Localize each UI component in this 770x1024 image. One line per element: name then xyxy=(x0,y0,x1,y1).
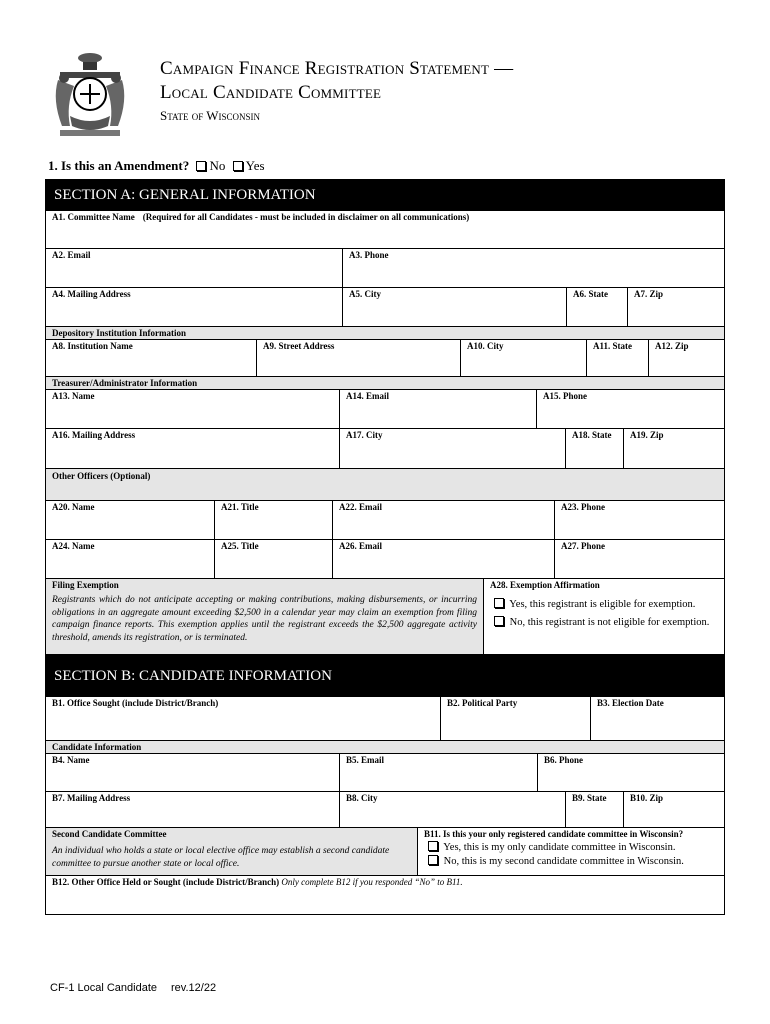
form-id: CF-1 Local Candidate xyxy=(50,982,158,994)
treasurer-email-field[interactable] xyxy=(340,390,537,428)
committee-email-field[interactable] xyxy=(46,249,343,287)
treasurer-city-field[interactable] xyxy=(340,429,566,468)
section-b-heading: SECTION B: CANDIDATE INFORMATION xyxy=(46,655,724,697)
a25-label: A25. Title xyxy=(221,541,259,551)
a24-label: A24. Name xyxy=(52,541,95,551)
b7-label: B7. Mailing Address xyxy=(52,793,131,803)
second-committee-box xyxy=(46,828,418,875)
b1-label: B1. Office Sought (include District/Branch) xyxy=(52,698,219,708)
institution-name-field[interactable] xyxy=(46,340,257,376)
a7-label: A7. Zip xyxy=(634,289,664,299)
committee-zip-field[interactable] xyxy=(628,288,724,326)
a9-label: A9. Street Address xyxy=(263,341,335,351)
candidate-name-field[interactable] xyxy=(46,754,340,791)
officer-1-phone-field[interactable] xyxy=(555,501,724,539)
a26-label: A26. Email xyxy=(339,541,383,551)
a20-label: A20. Name xyxy=(52,502,95,512)
wisconsin-state-seal xyxy=(50,50,130,140)
a22-label: A22. Email xyxy=(339,502,383,512)
b2-label: B2. Political Party xyxy=(447,698,518,708)
section-a-heading: SECTION A: GENERAL INFORMATION xyxy=(46,179,724,211)
a13-label: A13. Name xyxy=(52,391,95,401)
form-title-line-2: Local Candidate Committee xyxy=(160,82,382,103)
treasurer-state-field[interactable] xyxy=(566,429,624,468)
officer-1-email-field[interactable] xyxy=(333,501,555,539)
filing-exemption-box xyxy=(46,579,484,654)
a4-label: A4. Mailing Address xyxy=(52,289,131,299)
treasurer-group-label: Treasurer/Administrator Information xyxy=(46,377,724,390)
a28-no-label: No, this registrant is not eligible for exemption. xyxy=(509,617,710,628)
a8-label: A8. Institution Name xyxy=(52,341,133,351)
b11-yes-checkbox[interactable] xyxy=(428,841,438,851)
officer-2-title-field[interactable] xyxy=(215,540,333,578)
b8-label: B8. City xyxy=(346,793,378,803)
office-sought-field[interactable] xyxy=(46,697,441,740)
candidate-zip-field[interactable] xyxy=(624,792,724,827)
officers-group-label: Other Officers (Optional) xyxy=(46,469,724,501)
treasurer-mailing-address-field[interactable] xyxy=(46,429,340,468)
candidate-city-field[interactable] xyxy=(340,792,566,827)
form-subtitle: State of Wisconsin xyxy=(160,108,261,123)
exemption-affirmation-box xyxy=(484,579,724,654)
treasurer-zip-field[interactable] xyxy=(624,429,724,468)
a15-label: A15. Phone xyxy=(543,391,588,401)
candidate-group-label: Candidate Information xyxy=(46,741,724,754)
candidate-email-field[interactable] xyxy=(340,754,538,791)
a6-label: A6. State xyxy=(573,289,608,299)
form-title-line-1: Campaign Finance Registration Statement — xyxy=(160,58,514,79)
a19-label: A19. Zip xyxy=(630,430,664,440)
a18-label: A18. State xyxy=(572,430,612,440)
b4-label: B4. Name xyxy=(52,755,90,765)
a12-label: A12. Zip xyxy=(655,341,689,351)
b11-question-box xyxy=(418,828,724,875)
committee-name-field[interactable] xyxy=(46,211,724,248)
institution-zip-field[interactable] xyxy=(649,340,724,376)
amendment-no-checkbox[interactable] xyxy=(196,161,206,171)
other-office-field[interactable] xyxy=(46,876,724,914)
officer-2-phone-field[interactable] xyxy=(555,540,724,578)
officer-2-email-field[interactable] xyxy=(333,540,555,578)
a21-label: A21. Title xyxy=(221,502,259,512)
b11-no-label: No, this is my second candidate committee in Wisconsin. xyxy=(443,856,684,867)
candidate-phone-field[interactable] xyxy=(538,754,724,791)
a11-label: A11. State xyxy=(593,341,632,351)
committee-state-field[interactable] xyxy=(567,288,628,326)
b11-label: B11. Is this your only registered candidate committee in Wisconsin? xyxy=(424,829,684,839)
b11-no-checkbox[interactable] xyxy=(428,855,438,865)
officer-2-name-field[interactable] xyxy=(46,540,215,578)
a2-label: A2. Email xyxy=(52,250,91,260)
amendment-no-label: No xyxy=(209,158,226,173)
committee-phone-field[interactable] xyxy=(343,249,724,287)
a16-label: A16. Mailing Address xyxy=(52,430,136,440)
institution-city-field[interactable] xyxy=(461,340,587,376)
page-footer xyxy=(50,982,230,994)
a1-note: (Required for all Candidates - must be included in disclaimer on all communications) xyxy=(142,212,470,222)
a10-label: A10. City xyxy=(467,341,504,351)
a14-label: A14. Email xyxy=(346,391,390,401)
a28-no-checkbox[interactable] xyxy=(494,616,504,626)
depository-group-label: Depository Institution Information xyxy=(46,327,724,340)
a23-label: A23. Phone xyxy=(561,502,606,512)
second-committee-text: An individual who holds a state or local elective office may establish a second candidate committee to pursue another state or local office. xyxy=(52,846,390,869)
candidate-mailing-address-field[interactable] xyxy=(46,792,340,827)
second-committee-label: Second Candidate Committee xyxy=(52,829,167,839)
b3-label: B3. Election Date xyxy=(597,698,664,708)
b9-label: B9. State xyxy=(572,793,607,803)
treasurer-phone-field[interactable] xyxy=(537,390,724,428)
amendment-yes-checkbox[interactable] xyxy=(233,161,243,171)
institution-state-field[interactable] xyxy=(587,340,649,376)
b5-label: B5. Email xyxy=(346,755,385,765)
a3-label: A3. Phone xyxy=(349,250,389,260)
b10-label: B10. Zip xyxy=(630,793,664,803)
treasurer-name-field[interactable] xyxy=(46,390,340,428)
form-revision: rev.12/22 xyxy=(171,982,217,994)
institution-street-field[interactable] xyxy=(257,340,461,376)
a28-yes-label: Yes, this registrant is eligible for exemption. xyxy=(509,599,696,610)
candidate-state-field[interactable] xyxy=(566,792,624,827)
a27-label: A27. Phone xyxy=(561,541,606,551)
b6-label: B6. Phone xyxy=(544,755,584,765)
a28-label: A28. Exemption Affirmation xyxy=(490,580,600,590)
officer-1-title-field[interactable] xyxy=(215,501,333,539)
a17-label: A17. City xyxy=(346,430,383,440)
amendment-question-label: 1. Is this an Amendment? xyxy=(48,158,190,173)
a28-yes-checkbox[interactable] xyxy=(494,598,504,608)
filing-exemption-label: Filing Exemption xyxy=(52,580,119,590)
filing-exemption-text: Registrants which do not anticipate accepting or making contributions, making disbursements, or incurring obligations in an aggregate amount exceeding $2,500 in a calendar year may claim an exemption from filing campaign finance reports. This exemption applies until the registrant exceeds the $2,500 aggregate activity threshold, amends its registration, or is terminated. xyxy=(52,595,477,643)
b11-yes-label: Yes, this is my only candidate committee in Wisconsin. xyxy=(443,842,676,853)
registration-form xyxy=(45,179,725,915)
officer-1-name-field[interactable] xyxy=(46,501,215,539)
political-party-field[interactable] xyxy=(441,697,591,740)
a5-label: A5. City xyxy=(349,289,381,299)
election-date-field[interactable] xyxy=(591,697,724,740)
committee-mailing-address-field[interactable] xyxy=(46,288,343,326)
b12-note: Only complete B12 if you responded “No” to B11. xyxy=(281,877,463,887)
a1-label: A1. Committee Name xyxy=(52,212,135,222)
amendment-question xyxy=(48,158,265,174)
b12-label: B12. Other Office Held or Sought (include District/Branch) xyxy=(52,877,280,887)
committee-city-field[interactable] xyxy=(343,288,567,326)
amendment-yes-label: Yes xyxy=(245,158,265,173)
